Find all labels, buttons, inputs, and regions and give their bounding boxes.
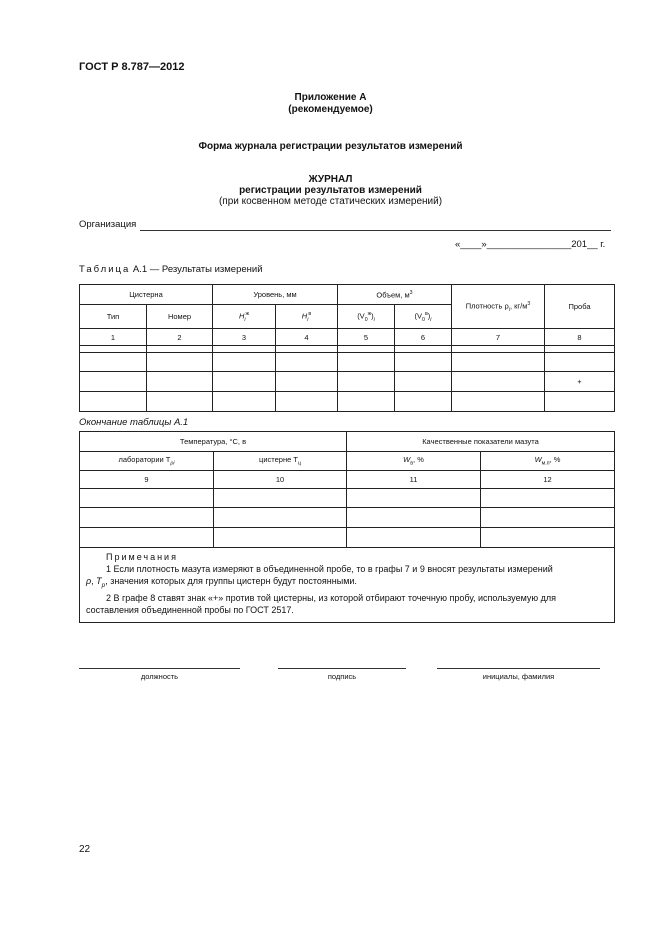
header-temperature: Температура, °С, в [80, 432, 347, 452]
note-2: 2 В графе 8 ставят знак «+» против той цистерны, из которой отбирают точечную пробу, используемую для [106, 592, 556, 603]
column-number: 12 [481, 471, 615, 489]
header-number: Номер [147, 305, 213, 329]
document-code: ГОСТ Р 8.787—2012 [79, 61, 185, 73]
header-tank: Цистерна [80, 285, 213, 305]
table1-caption-prefix: Таблица [79, 264, 131, 275]
header-mech-impurities: $W_{м.п}$, % [481, 452, 615, 471]
position-signature-line [79, 668, 240, 669]
header-v-water: $(V_0^ж)_i$ [338, 305, 395, 329]
signature-line [278, 668, 406, 669]
position-label: должность [140, 672, 179, 681]
column-numbers-row [80, 471, 615, 489]
column-numbers-row [80, 329, 615, 346]
name-label: инициалы, фамилия [482, 672, 555, 681]
journal-method: (при косвенном методе статических измерений) [218, 196, 443, 207]
header-h-water: $H_i^ж$ [213, 305, 276, 329]
header-water-content: $W_в$, % [347, 452, 481, 471]
date-field: «____»________________201__ г. [455, 239, 606, 250]
form-title: Форма журнала регистрации результатов измерений [198, 141, 463, 152]
table-continuation-caption: Окончание таблицы А.1 [79, 417, 189, 428]
column-number: 11 [347, 471, 481, 489]
column-number: 7 [452, 329, 545, 346]
header-volume: Объем, $м^3$ [338, 285, 452, 305]
sample-plus-mark: + [545, 372, 615, 392]
header-lab-temp: лаборатории $T_{\rho i}$ [80, 452, 214, 471]
header-v-in: $(V_0^в)_i$ [395, 305, 452, 329]
header-tank-temp: цистерне $T_ц$ [214, 452, 347, 471]
table-row [80, 508, 615, 528]
column-number: 2 [147, 329, 213, 346]
header-h-in: $H_i^в$ [276, 305, 338, 329]
header-density: Плотность $\rho_i$, $кг/м^3$ [452, 285, 545, 329]
results-table-continuation [79, 431, 615, 623]
column-number: 9 [80, 471, 214, 489]
header-quality: Качественные показатели мазута [347, 432, 615, 452]
column-number: 6 [395, 329, 452, 346]
appendix-title: Приложение А [294, 92, 367, 103]
table-row [80, 392, 615, 412]
note-1: 1 Если плотность мазута измеряют в объединенной пробе, то в графы 7 и 9 вносят результаты измерений [106, 564, 553, 574]
column-number: 4 [276, 329, 338, 346]
column-number: 1 [80, 329, 147, 346]
table-row [80, 528, 615, 548]
appendix-heading [0, 92, 661, 116]
table1-caption [79, 264, 263, 275]
journal-heading [0, 174, 661, 207]
organization-label: Организация [79, 219, 137, 230]
header-sample: Проба [545, 285, 615, 329]
table-row [80, 489, 615, 508]
signature-label: подпись [327, 672, 357, 681]
journal-title: ЖУРНАЛ [308, 174, 353, 185]
header-type: Тип [80, 305, 147, 329]
table-row [80, 353, 615, 372]
note-1-continuation: ρ, $T_p$, значения которых для группы цистерн будут постоянными. [86, 576, 357, 589]
table1-caption-rest: А.1 — Результаты измерений [130, 264, 263, 275]
column-number: 3 [213, 329, 276, 346]
column-number: 8 [545, 329, 615, 346]
organization-field-line [140, 230, 611, 231]
header-level: Уровень, мм [213, 285, 338, 305]
notes-heading: Примечания [106, 552, 178, 562]
table-row [80, 372, 615, 392]
name-signature-line [437, 668, 600, 669]
page-number: 22 [79, 844, 91, 855]
journal-subtitle: регистрации результатов измерений [239, 185, 422, 196]
note-2-continuation: составления объединенной пробы по ГОСТ 2517. [86, 604, 294, 615]
results-table [79, 284, 615, 412]
column-number: 10 [214, 471, 347, 489]
column-number: 5 [338, 329, 395, 346]
appendix-type: (рекомендуемое) [288, 104, 373, 115]
notes [80, 548, 615, 623]
